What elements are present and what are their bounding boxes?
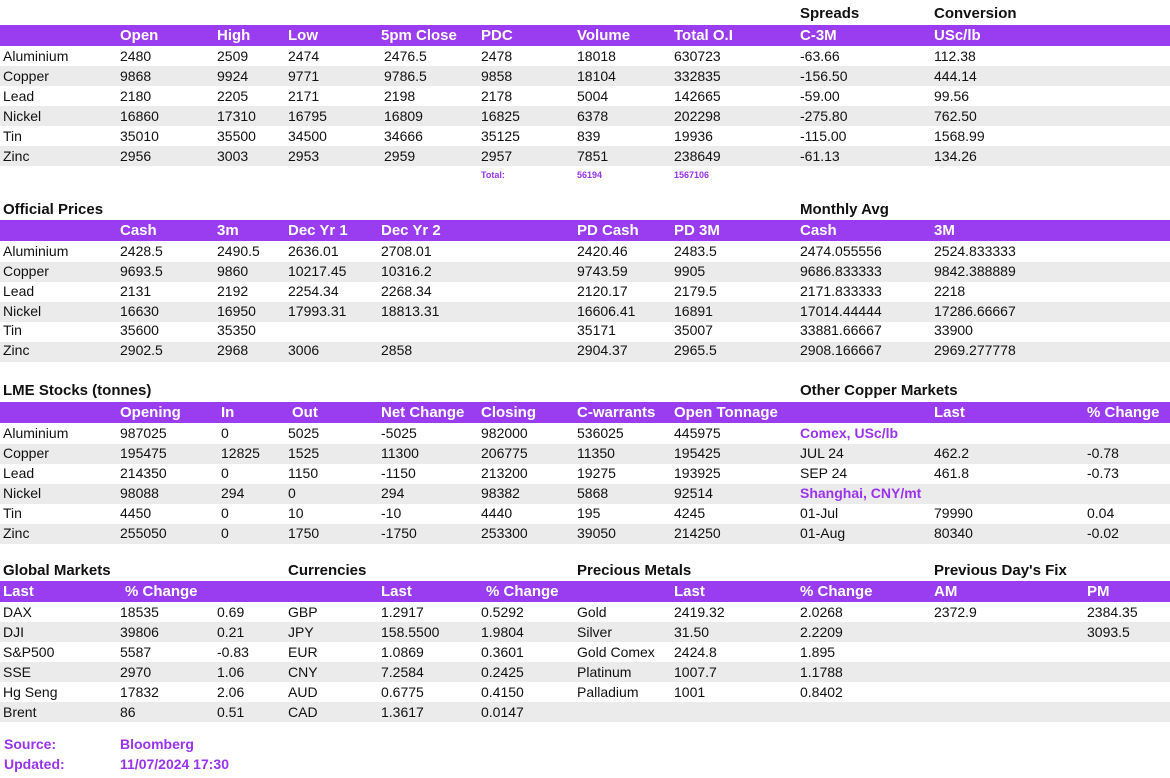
- cell: 2218: [934, 283, 966, 299]
- cell: 294: [381, 485, 405, 501]
- cell: 2424.8: [674, 644, 717, 660]
- cell: 536025: [577, 425, 624, 441]
- cell: 2384.35: [1087, 604, 1138, 620]
- cell: 461.8: [934, 465, 970, 481]
- col-high: High: [217, 27, 251, 44]
- cell: -0.02: [1087, 525, 1119, 541]
- row-label: Nickel: [3, 108, 42, 124]
- cell: 1.06: [217, 664, 245, 680]
- cell: 195: [577, 505, 601, 521]
- col-pd-3m: PD 3M: [674, 222, 720, 239]
- cell: 214350: [120, 465, 167, 481]
- cell: 99.56: [934, 88, 970, 104]
- cell: 80340: [934, 525, 973, 541]
- cell: 2420.46: [577, 243, 628, 259]
- cell: 255050: [120, 525, 167, 541]
- cell: 2171.833333: [800, 283, 882, 299]
- cell: 6378: [577, 108, 609, 124]
- row-label: EUR: [288, 644, 318, 660]
- spreads-heading: Spreads: [800, 5, 860, 22]
- cell: 158.5500: [381, 624, 440, 640]
- cell: 5004: [577, 88, 609, 104]
- cell: 2708.01: [381, 243, 432, 259]
- cell: 839: [577, 128, 601, 144]
- cell: 2956: [120, 148, 152, 164]
- cell: 195425: [674, 445, 721, 461]
- row-label: Zinc: [3, 342, 30, 358]
- col-c-3m: C-3M: [800, 27, 837, 44]
- cell: -0.78: [1087, 445, 1119, 461]
- cell: 2372.9: [934, 604, 977, 620]
- cell: 1001: [674, 684, 706, 700]
- cell: 0: [221, 505, 229, 521]
- row-label: Aluminium: [3, 48, 69, 64]
- cell: 2908.166667: [800, 342, 882, 358]
- cell: 2959: [384, 148, 416, 164]
- cell: 2131: [120, 283, 152, 299]
- cell: 3093.5: [1087, 624, 1130, 640]
- cell: 0.4150: [481, 684, 524, 700]
- cell: 9771: [288, 68, 320, 84]
- cell: 19275: [577, 465, 616, 481]
- cell: 2969.277778: [934, 342, 1016, 358]
- lme-stocks-title: LME Stocks (tonnes): [3, 382, 152, 399]
- cell: 0.04: [1087, 505, 1115, 521]
- cell: 987025: [120, 425, 167, 441]
- cell: 1.9804: [481, 624, 524, 640]
- row-label: Brent: [3, 704, 37, 720]
- cell: 2120.17: [577, 283, 628, 299]
- cell: 2254.34: [288, 283, 339, 299]
- cell: -156.50: [800, 68, 848, 84]
- cell: 253300: [481, 525, 528, 541]
- col-avg-3m: 3M: [934, 222, 955, 239]
- cell: 3006: [288, 342, 320, 358]
- cell: 0: [221, 465, 229, 481]
- cell: 9905: [674, 263, 706, 279]
- row-label: S&P500: [3, 644, 55, 660]
- row-label: Gold Comex: [577, 644, 655, 660]
- cell: 213200: [481, 465, 528, 481]
- cell: 18018: [577, 48, 616, 64]
- cell: -63.66: [800, 48, 840, 64]
- cell: 1525: [288, 445, 320, 461]
- cell: 7851: [577, 148, 609, 164]
- row-label: 01-Jul: [800, 505, 839, 521]
- row-label: JUL 24: [800, 445, 844, 461]
- row-label: Silver: [577, 624, 613, 640]
- cell: 2476.5: [384, 48, 427, 64]
- cell: -59.00: [800, 88, 840, 104]
- cell: -5025: [381, 425, 417, 441]
- col-fix-am: AM: [934, 583, 958, 600]
- col-dec-yr-1: Dec Yr 1: [288, 222, 348, 239]
- cell: 2970: [120, 664, 152, 680]
- row-label: Lead: [3, 88, 35, 104]
- cell: 4450: [120, 505, 152, 521]
- row-label: Nickel: [3, 485, 42, 501]
- cell: 630723: [674, 48, 721, 64]
- cell: 0.2425: [481, 664, 524, 680]
- cell: 0.5292: [481, 604, 524, 620]
- updated-label: Updated:: [4, 756, 65, 772]
- cell: 1150: [288, 465, 319, 481]
- cell: 35010: [120, 128, 159, 144]
- cell: 35171: [577, 322, 616, 338]
- cell: 0.51: [217, 704, 245, 720]
- col-out: Out: [292, 404, 318, 421]
- cell: 2428.5: [120, 243, 163, 259]
- cell: 9743.59: [577, 263, 628, 279]
- row-label: CNY: [288, 664, 318, 680]
- precious-metals-title: Precious Metals: [577, 562, 692, 579]
- cell: 2858: [381, 342, 413, 358]
- row-label: Copper: [3, 445, 49, 461]
- cell: 134.26: [934, 148, 977, 164]
- cell: 2178: [481, 88, 513, 104]
- cell: 294: [221, 485, 245, 501]
- cell: 17286.66667: [934, 303, 1016, 319]
- col-precious-last: Last: [674, 583, 705, 600]
- row-label: Copper: [3, 263, 49, 279]
- cell: 11300: [381, 445, 419, 461]
- cell: 2.06: [217, 684, 245, 700]
- cell: 2480: [120, 48, 152, 64]
- col-pdc: PDC: [481, 27, 513, 44]
- row-label: Aluminium: [3, 425, 69, 441]
- cell: 16950: [217, 303, 256, 319]
- col-c-warrants: C-warrants: [577, 404, 656, 421]
- row-label: DAX: [3, 604, 32, 620]
- row-label: Zinc: [3, 525, 30, 541]
- other-copper-title: Other Copper Markets: [800, 382, 958, 399]
- cell: 86: [120, 704, 136, 720]
- cell: 9924: [217, 68, 249, 84]
- cell: 193925: [674, 465, 721, 481]
- cell: 2478: [481, 48, 513, 64]
- col-currency-last: Last: [381, 583, 412, 600]
- col-open: Open: [120, 27, 159, 44]
- cell: 2474.055556: [800, 243, 882, 259]
- cell: 9868: [120, 68, 152, 84]
- cell: 3003: [217, 148, 249, 164]
- col-precious-change: % Change: [800, 583, 873, 600]
- cell: 0: [221, 425, 229, 441]
- cell: -0.83: [217, 644, 249, 660]
- cell: 17014.44444: [800, 303, 882, 319]
- cell: 0.0147: [481, 704, 524, 720]
- row-label: Gold: [577, 604, 607, 620]
- cell: 1.2917: [381, 604, 424, 620]
- cell: 16795: [288, 108, 327, 124]
- row-label: Copper: [3, 68, 49, 84]
- cell: 0.3601: [481, 644, 524, 660]
- official-prices-title: Official Prices: [3, 201, 104, 218]
- cell: 92514: [674, 485, 713, 501]
- cell: 35350: [217, 322, 256, 338]
- cell: 4440: [481, 505, 513, 521]
- cell: 0.8402: [800, 684, 843, 700]
- cell: 2474: [288, 48, 320, 64]
- cell: 16860: [120, 108, 159, 124]
- cell: -1150: [381, 465, 416, 481]
- cell: 18104: [577, 68, 616, 84]
- cell: 34500: [288, 128, 327, 144]
- cell: 10: [288, 505, 304, 521]
- conversion-heading: Conversion: [934, 5, 1017, 22]
- cell: 10316.2: [381, 263, 432, 279]
- cell: 16891: [674, 303, 713, 319]
- col-global-change: % Change: [125, 583, 198, 600]
- cell: -115.00: [800, 128, 847, 144]
- col-5pm-close: 5pm Close: [381, 27, 457, 44]
- cell: 1.1788: [800, 664, 843, 680]
- cell: 16825: [481, 108, 520, 124]
- cell: 18535: [120, 604, 159, 620]
- cell: 2198: [384, 88, 416, 104]
- cell: 0.69: [217, 604, 245, 620]
- row-label: Tin: [3, 128, 22, 144]
- cell: 2953: [288, 148, 320, 164]
- cell: 762.50: [934, 108, 977, 124]
- row-label: JPY: [288, 624, 314, 640]
- cell: 98382: [481, 485, 520, 501]
- row-label: AUD: [288, 684, 318, 700]
- global-markets-title: Global Markets: [3, 562, 111, 579]
- cell: 5587: [120, 644, 152, 660]
- cell: 206775: [481, 445, 528, 461]
- col-usc-lb: USc/lb: [934, 27, 981, 44]
- col-fix-pm: PM: [1087, 583, 1110, 600]
- row-label: CAD: [288, 704, 318, 720]
- col-total-oi: Total O.I: [674, 27, 733, 44]
- col-opening: Opening: [120, 404, 181, 421]
- col-cash: Cash: [120, 222, 157, 239]
- cell: 9858: [481, 68, 513, 84]
- source-value: Bloomberg: [120, 736, 194, 752]
- cell: 35500: [217, 128, 256, 144]
- cell: 0: [221, 525, 229, 541]
- row-label: Palladium: [577, 684, 639, 700]
- col-open-tonnage: Open Tonnage: [674, 404, 778, 421]
- cell: 1.0869: [381, 644, 424, 660]
- cell: 5868: [577, 485, 609, 501]
- cell: 98088: [120, 485, 159, 501]
- updated-value: 11/07/2024 17:30: [120, 756, 229, 772]
- cell: 16606.41: [577, 303, 636, 319]
- cell: 9860: [217, 263, 249, 279]
- cell: 17832: [120, 684, 159, 700]
- cell: 2205: [217, 88, 249, 104]
- cell: 35125: [481, 128, 520, 144]
- cell: 2902.5: [120, 342, 163, 358]
- cell: 34666: [384, 128, 423, 144]
- cell: 9693.5: [120, 263, 163, 279]
- cell: -10: [381, 505, 402, 521]
- cell: 2636.01: [288, 243, 339, 259]
- cell: -61.13: [800, 148, 840, 164]
- row-label: SSE: [3, 664, 32, 680]
- total-oi: 1567106: [674, 170, 710, 180]
- cell: 2.0268: [800, 604, 843, 620]
- cell: 202298: [674, 108, 721, 124]
- cell: 35600: [120, 322, 159, 338]
- cell: 11350: [577, 445, 615, 461]
- col-global-last: Last: [3, 583, 34, 600]
- cell: 1750: [288, 525, 320, 541]
- cell: 17993.31: [288, 303, 347, 319]
- cell: 0.6775: [381, 684, 424, 700]
- cell: 2965.5: [674, 342, 717, 358]
- cell: 33900: [934, 322, 973, 338]
- cell: 195475: [120, 445, 167, 461]
- cell: 5025: [288, 425, 320, 441]
- cell: 112.38: [934, 48, 976, 64]
- cell: 9786.5: [384, 68, 427, 84]
- cell: 9686.833333: [800, 263, 882, 279]
- cell: -1750: [381, 525, 417, 541]
- cell: 2192: [217, 283, 249, 299]
- col-net-change: Net Change: [381, 404, 465, 421]
- cell: 1568.99: [934, 128, 985, 144]
- cell: 445975: [674, 425, 721, 441]
- cell: 10217.45: [288, 263, 347, 279]
- col-3m: 3m: [217, 222, 239, 239]
- cell: 2179.5: [674, 283, 717, 299]
- row-label: Tin: [3, 505, 22, 521]
- cell: 2180: [120, 88, 152, 104]
- row-label: 01-Aug: [800, 525, 846, 541]
- cell: 142665: [674, 88, 721, 104]
- cell: -0.73: [1087, 465, 1119, 481]
- source-label: Source:: [4, 736, 57, 752]
- cell: 0.21: [217, 624, 245, 640]
- col-currency-change: % Change: [486, 583, 559, 600]
- cell: 2509: [217, 48, 249, 64]
- row-label: Platinum: [577, 664, 632, 680]
- cell: 2419.32: [674, 604, 725, 620]
- cell: 1.3617: [381, 704, 424, 720]
- cell: 7.2584: [381, 664, 424, 680]
- cell: 2171: [288, 88, 320, 104]
- cell: 444.14: [934, 68, 977, 84]
- row-label: DJI: [3, 624, 24, 640]
- row-label: Lead: [3, 465, 35, 481]
- col-copper-change: % Change: [1087, 404, 1160, 421]
- row-label: SEP 24: [800, 465, 848, 481]
- cell: 238649: [674, 148, 721, 164]
- cell: 982000: [481, 425, 528, 441]
- cell: 1.895: [800, 644, 836, 660]
- cell: 462.2: [934, 445, 970, 461]
- cell: 2268.34: [381, 283, 432, 299]
- col-volume: Volume: [577, 27, 631, 44]
- row-label: Aluminium: [3, 243, 69, 259]
- col-closing: Closing: [481, 404, 536, 421]
- cell: 1007.7: [674, 664, 717, 680]
- row-label: Lead: [3, 283, 35, 299]
- cell: 2490.5: [217, 243, 260, 259]
- cell: 33881.66667: [800, 322, 882, 338]
- cell: 12825: [221, 445, 260, 461]
- col-low: Low: [288, 27, 318, 44]
- col-pd-cash: PD Cash: [577, 222, 639, 239]
- previous-fix-title: Previous Day's Fix: [934, 562, 1067, 579]
- cell: 0: [288, 485, 296, 501]
- row-label: Hg Seng: [3, 684, 58, 700]
- row-label: Tin: [3, 322, 22, 338]
- row-label: Zinc: [3, 148, 30, 164]
- row-label: GBP: [288, 604, 318, 620]
- monthly-avg-title: Monthly Avg: [800, 201, 889, 218]
- total-volume: 56194: [577, 170, 603, 180]
- cell: 31.50: [674, 624, 710, 640]
- cell: 2957: [481, 148, 513, 164]
- cell: 39050: [577, 525, 616, 541]
- cell: 19936: [674, 128, 713, 144]
- cell: 39806: [120, 624, 159, 640]
- cell: 18813.31: [381, 303, 440, 319]
- cell: 16809: [384, 108, 423, 124]
- cell: 214250: [674, 525, 721, 541]
- cell: 16630: [120, 303, 159, 319]
- cell: 17310: [217, 108, 256, 124]
- cell: 4245: [674, 505, 706, 521]
- col-avg-cash: Cash: [800, 222, 837, 239]
- currencies-title: Currencies: [288, 562, 367, 579]
- cell: 2904.37: [577, 342, 628, 358]
- col-dec-yr-2: Dec Yr 2: [381, 222, 441, 239]
- cell: 79990: [934, 505, 973, 521]
- cell: 2968: [217, 342, 249, 358]
- cell: 2483.5: [674, 243, 717, 259]
- total-label: Total:: [481, 170, 505, 180]
- cell: 9842.388889: [934, 263, 1016, 279]
- cell: 332835: [674, 68, 721, 84]
- cell: 35007: [674, 322, 713, 338]
- row-label: Nickel: [3, 303, 42, 319]
- cell: -275.80: [800, 108, 848, 124]
- shanghai-group-label: Shanghai, CNY/mt: [800, 485, 922, 501]
- cell: 2.2209: [800, 624, 843, 640]
- comex-group-label: Comex, USc/lb: [800, 425, 899, 441]
- cell: 2524.833333: [934, 243, 1016, 259]
- col-in: In: [221, 404, 235, 421]
- col-copper-last: Last: [934, 404, 965, 421]
